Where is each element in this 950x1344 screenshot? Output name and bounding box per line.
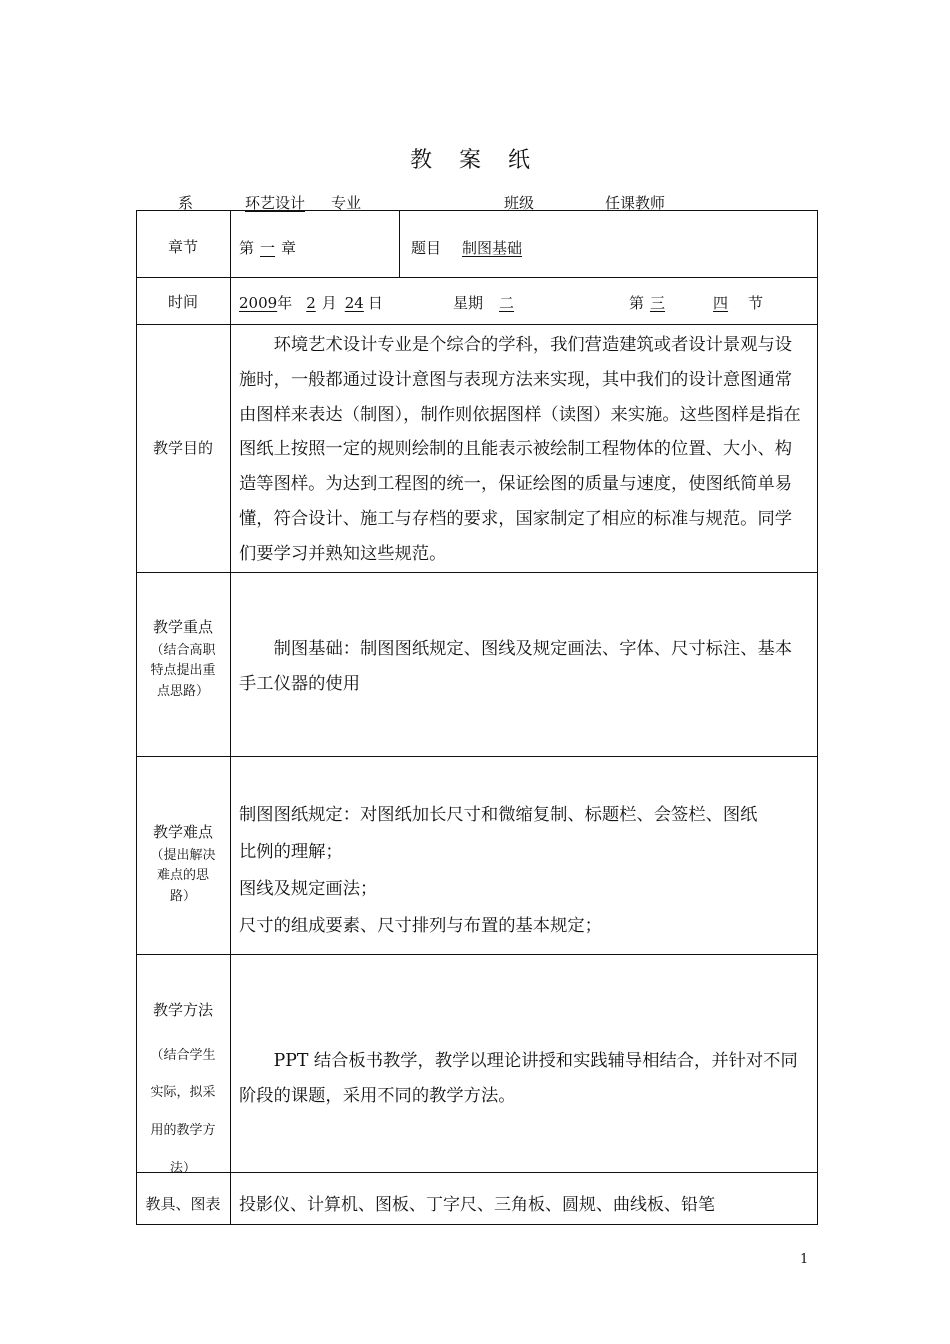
page-number: 1 [800,1252,809,1267]
row-divider [136,756,818,757]
objective-text [239,328,809,572]
topic-label: 题目 [411,239,442,257]
difficulties-label: 教学难点 [152,823,213,841]
key-points-paragraph: 制图基础：制图图纸规定、图线及规定画法、字体、尺寸标注、基本手工仪器的使用 [239,639,793,694]
day: 24 [344,294,364,312]
time-label: 时间 [167,293,198,311]
difficulty-line: 比例的理解； [239,842,343,862]
period-a: 三 [650,294,666,312]
method-note-line: 实际，拟采 [150,1085,216,1101]
difficulty-line: 图线及规定画法； [239,879,378,899]
method-note-line: 法） [169,1160,196,1176]
row-divider [136,572,818,573]
difficulty-line: 尺寸的组成要素、尺寸排列与布置的基本规定； [239,916,602,936]
difficulties-note-line: 难点的思 [156,868,209,884]
class-label: 班级 [504,194,535,212]
period-suffix: 节 [748,294,764,312]
difficulties-note-line: （提出解决 [150,848,216,863]
month: 2 [306,294,316,312]
method-text [239,1044,809,1114]
year: 2009 [239,294,278,312]
key-points-note-line: （结合高职 [150,643,216,658]
lesson-plan-table [136,210,818,1225]
chapter-label: 章节 [167,238,198,256]
weekday: 二 [499,294,515,312]
method-label-block [136,996,230,1187]
objective-label: 教学目的 [152,439,213,457]
period-prefix: 第 [629,294,645,312]
topic-value: 制图基础 [462,239,523,257]
row-divider [136,324,818,325]
teacher-label: 任课教师 [605,194,666,212]
key-points-text [239,632,809,702]
week-label: 星期 [453,294,484,312]
year-unit: 年 [277,294,293,312]
period-value [629,292,763,313]
month-unit: 月 [321,294,337,312]
objective-paragraph: 环境艺术设计专业是个综合的学科，我们营造建筑或者设计景观与设施时，一般都通过设计意图与表现方法来实现，其中我们的设计意图通常由图样来表达（制图），制作则依据图样（读图）来实施。这些图样是指在图纸上按照一定的规则绘制的且能表示被绘制工程物体的位置、大小、构造等图样。为达到工程图的统一，保证绘图的质量与速度，使图纸简单易懂，符合设计、施工与存档的要求，国家制定了相应的标准与规范。同学们要学习并熟知这些规范。 [239,335,801,564]
method-label: 教学方法 [152,1001,213,1019]
key-points-label-block [136,617,230,704]
difficulty-line: 制图图纸规定：对图纸加长尺寸和微缩复制、标题栏、会签栏、图纸 [239,805,758,825]
key-points-note-line: 点思路） [156,683,209,699]
difficulties-label-block [136,822,230,909]
weekday-value [453,292,532,313]
label-column-divider [230,210,231,1225]
chapter-number: 一 [260,239,276,257]
difficulties-note-line: 路） [169,888,196,904]
row-divider [136,277,818,278]
major-label: 专业 [331,194,362,212]
difficulties-text [239,797,809,945]
topic-divider [399,210,400,277]
key-points-note-line: 特点提出重 [150,663,216,679]
tools-text: 投影仪、计算机、图板、丁字尺、三角板、圆规、曲线板、铅笔 [239,1195,715,1215]
method-note-line: （结合学生 [150,1047,216,1063]
row-divider [136,954,818,955]
dept-suffix: 系 [178,194,194,212]
key-points-label: 教学重点 [152,618,213,636]
method-paragraph: PPT 结合板书教学，教学以理论讲授和实践辅导相结合，并针对不同阶段的课题，采用不同的教学方法。 [239,1051,798,1106]
major-value: 环艺设计 [245,194,306,212]
tools-label: 教具、图表 [145,1195,221,1213]
method-note-line: 用的教学方 [150,1122,216,1138]
day-unit: 日 [367,294,383,312]
chapter-prefix: 第 [239,239,255,257]
page-title: 教 案 纸 [410,148,540,173]
row-divider [136,1172,818,1173]
chapter-value [239,237,296,258]
date-value [239,292,383,313]
period-b: 四 [713,294,729,312]
chapter-suffix: 章 [281,239,297,257]
